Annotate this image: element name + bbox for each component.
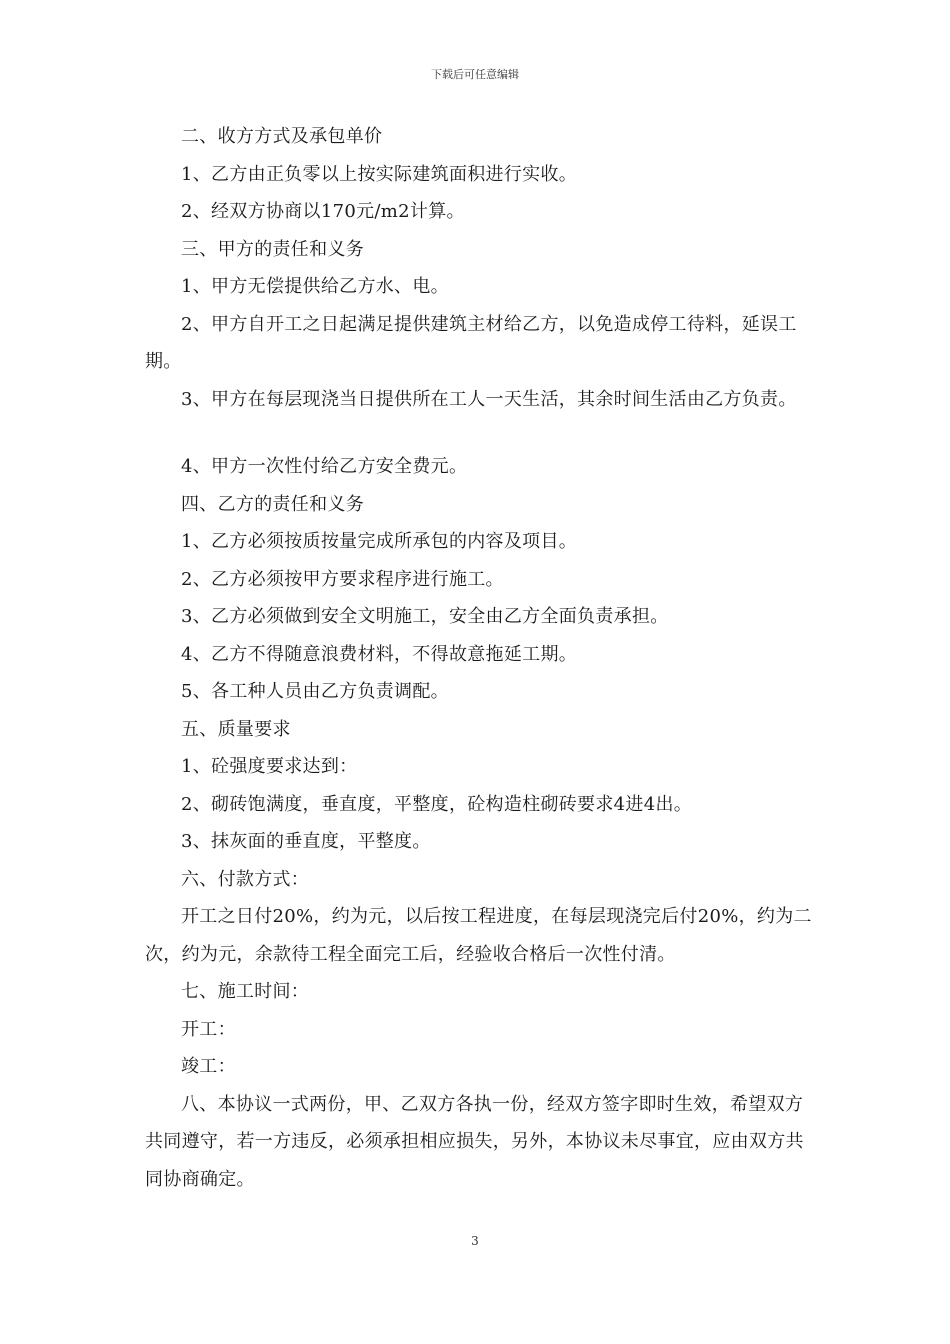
section-heading: 五、质量要求 [181,718,291,740]
paragraph: 1、砼强度要求达到： [181,756,358,777]
paragraph: 开工： [181,1018,236,1040]
section-heading: 六、付款方式： [181,868,310,890]
page-header: 下载后可任意编辑 [431,68,519,81]
section-heading: 三、甲方的责任和义务 [181,238,364,260]
paragraph: 5、各工种人员由乙方负责调配。 [181,681,449,702]
paragraph: 2、经双方协商以170元/m2计算。 [181,201,465,222]
paragraph: 八、本协议一式两份，甲、乙双方各执一份，经双方签字即时生效，希望双方共同遵守，若一方违反，必须承担相应损失，另外，本协议未尽事宜，应由双方共同协商确定。 [145,1093,804,1190]
paragraph: 1、甲方无偿提供给乙方水、电。 [181,276,449,297]
section-heading: 七、施工时间： [181,981,310,1002]
paragraph: 4、乙方不得随意浪费材料，不得故意拖延工期。 [181,643,578,665]
paragraph: 竣工： [181,1056,236,1077]
paragraph: 3、乙方必须做到安全文明施工，安全由乙方全面负责承担。 [181,606,669,627]
paragraph: 1、乙方由正负零以上按实际建筑面积进行实收。 [181,163,578,185]
paragraph: 3、抹灰面的垂直度，平整度。 [181,831,431,852]
section-heading: 四、乙方的责任和义务 [181,493,364,515]
paragraph: 2、甲方自开工之日起满足提供建筑主材给乙方，以免造成停工待料，延误工期。 [145,313,797,372]
section-heading: 二、收方方式及承包单价 [181,126,383,147]
paragraph: 4、甲方一次性付给乙方安全费元。 [181,456,468,477]
paragraph: 开工之日付20%，约为元，以后按工程进度，在每层现浇完后付20%，约为二次，约为元，余款待工程全面完工后，经验收合格后一次性付清。 [145,906,812,965]
paragraph-gap [145,418,813,448]
paragraph: 1、乙方必须按质按量完成所承包的内容及项目。 [181,531,578,552]
document-body [145,118,813,1198]
paragraph: 2、砌砖饱满度，垂直度，平整度，砼构造柱砌砖要求4进4出。 [181,793,693,815]
page-number: 3 [471,1234,479,1248]
paragraph: 2、乙方必须按甲方要求程序进行施工。 [181,568,504,590]
paragraph: 3、甲方在每层现浇当日提供所在工人一天生活，其余时间生活由乙方负责。 [181,388,797,410]
